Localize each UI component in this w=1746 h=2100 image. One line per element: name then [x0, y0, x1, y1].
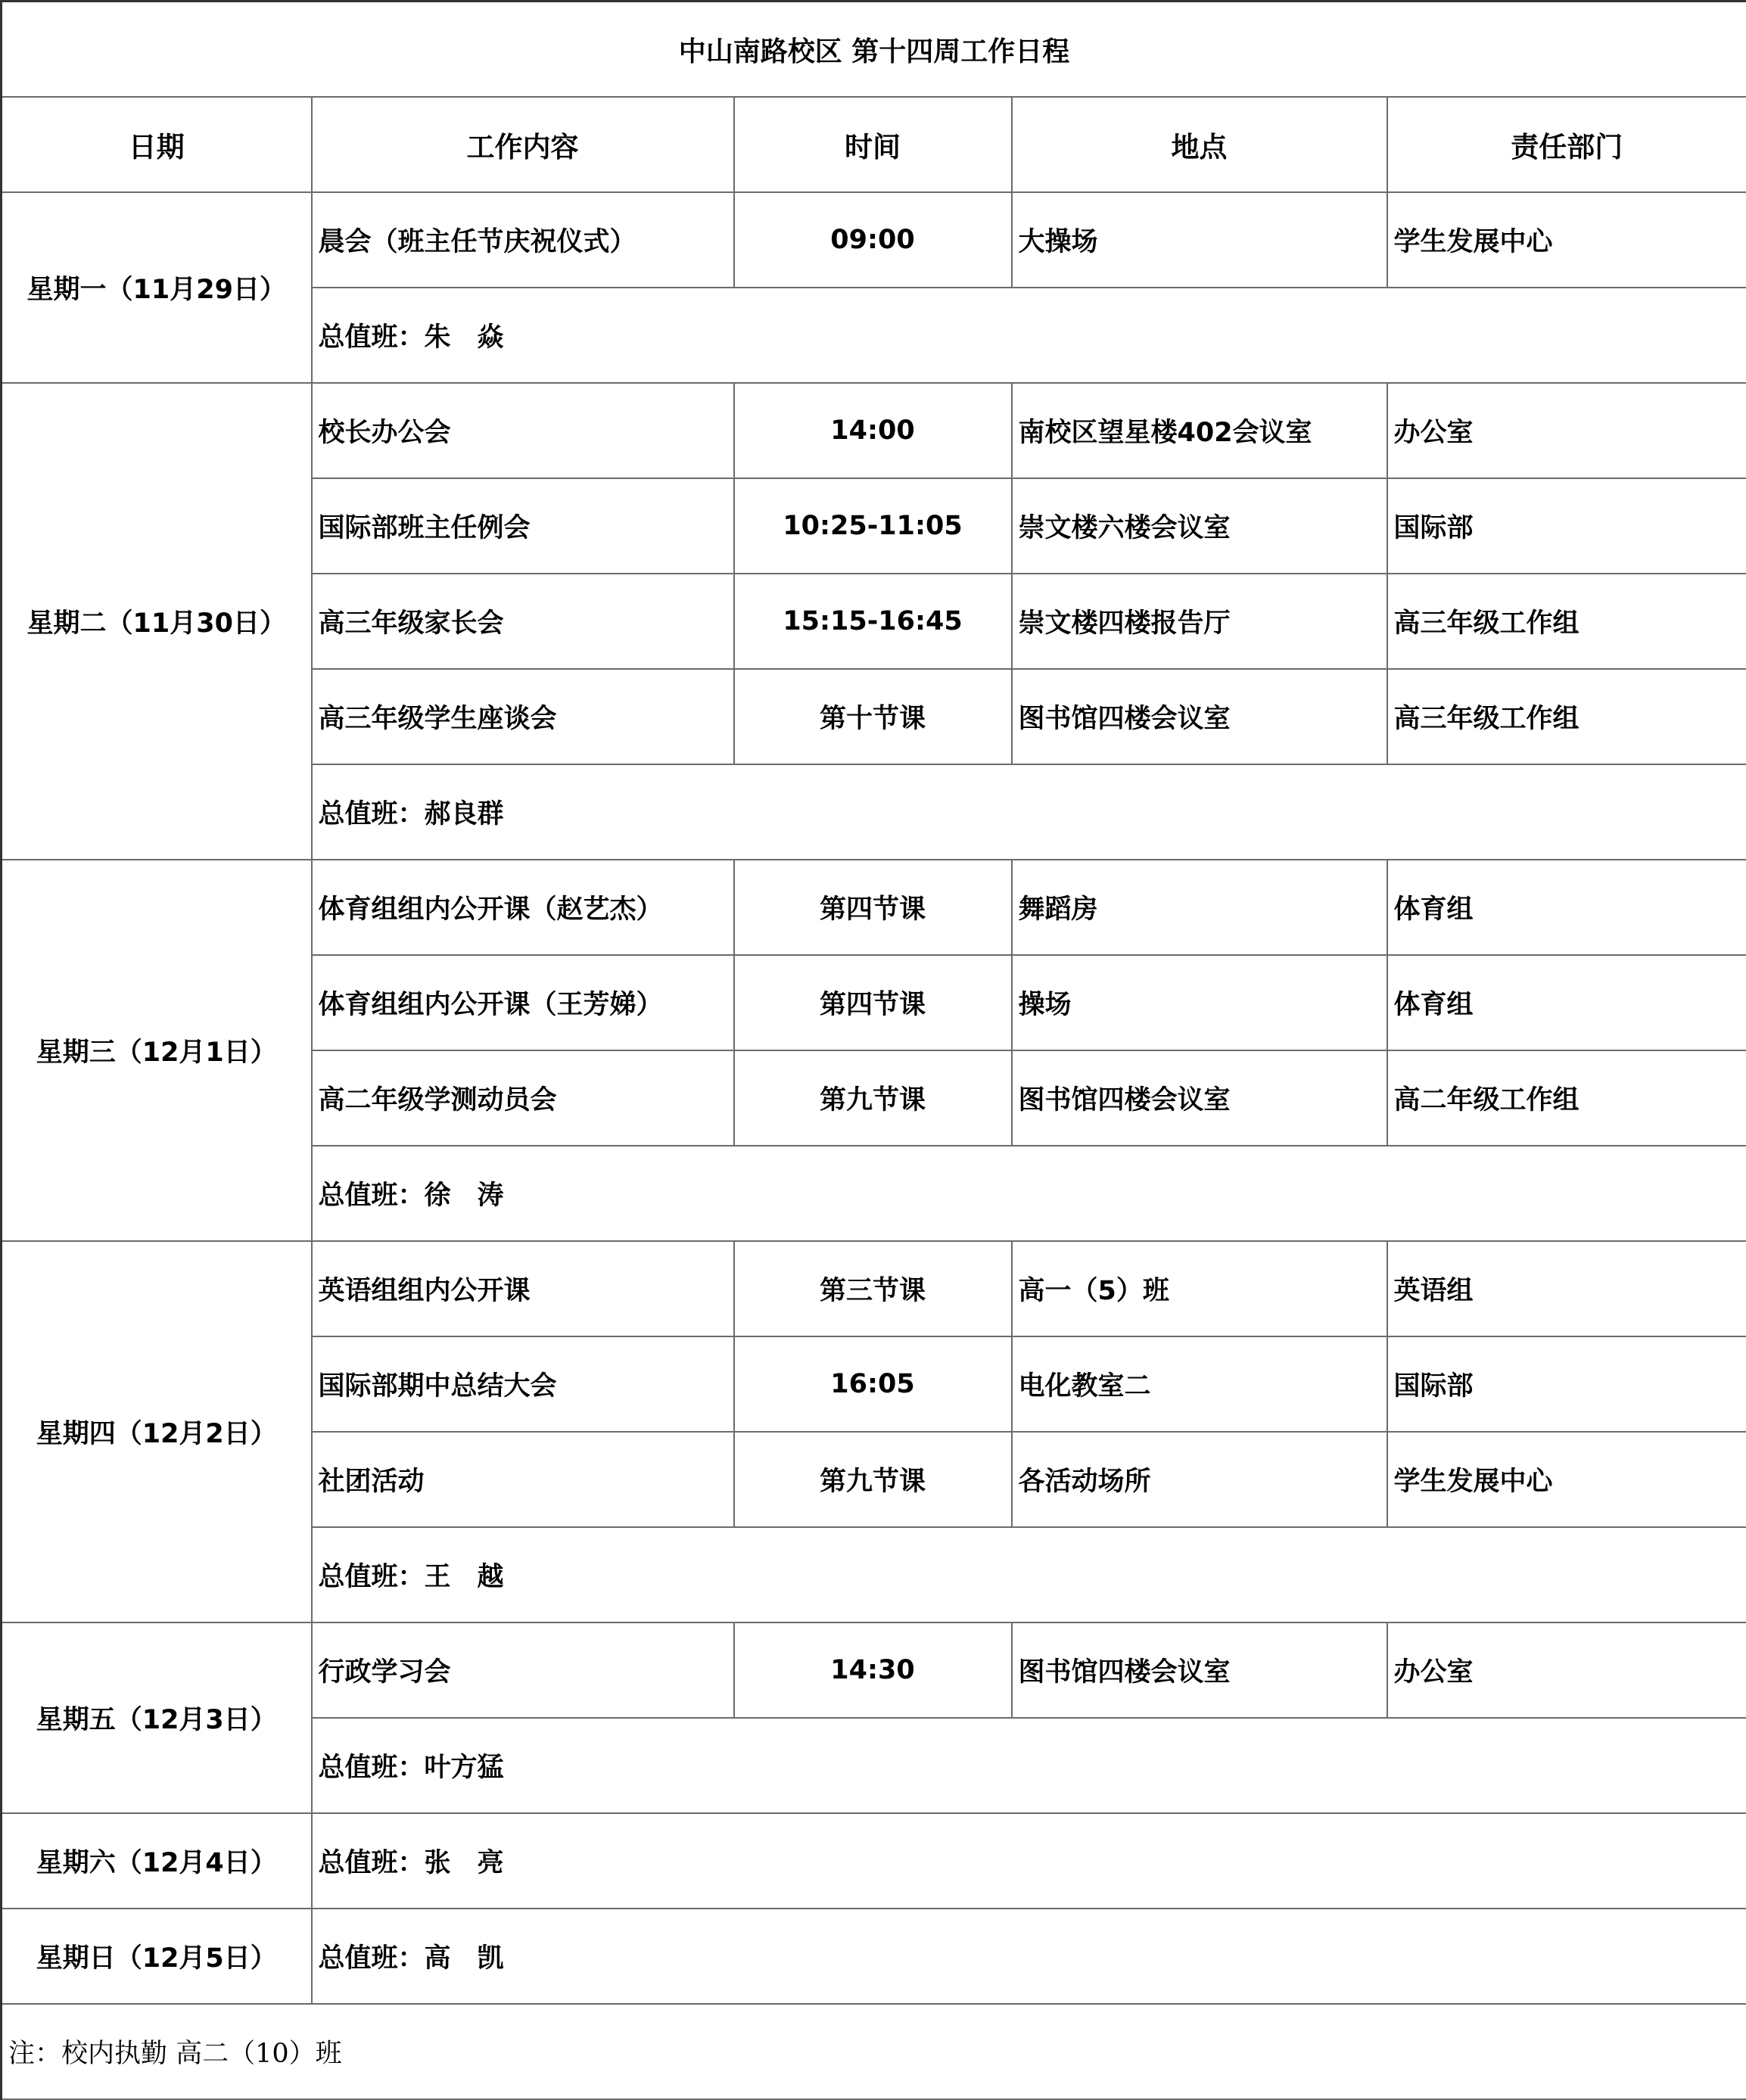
event-place: 南校区望星楼402会议室	[1012, 383, 1387, 478]
day-date: 星期六（12月4日）	[2, 1813, 312, 1909]
event-department: 体育组	[1387, 955, 1746, 1050]
event-place: 操场	[1012, 955, 1387, 1050]
duty-row	[2, 1813, 1746, 1909]
event-department: 学生发展中心	[1387, 192, 1746, 288]
event-time: 第三节课	[734, 1241, 1012, 1336]
event-department: 国际部	[1387, 478, 1746, 574]
duty-officer: 总值班：徐 涛	[312, 1146, 1746, 1241]
event-content: 英语组组内公开课	[312, 1241, 734, 1336]
event-content: 行政学习会	[312, 1622, 734, 1718]
event-department: 办公室	[1387, 383, 1746, 478]
event-time: 第九节课	[734, 1432, 1012, 1527]
duty-officer: 总值班：叶方猛	[312, 1718, 1746, 1813]
event-place: 大操场	[1012, 192, 1387, 288]
event-department: 高二年级工作组	[1387, 1050, 1746, 1146]
table-row	[2, 192, 1746, 288]
event-content: 国际部期中总结大会	[312, 1336, 734, 1432]
event-department: 高三年级工作组	[1387, 574, 1746, 669]
duty-officer: 总值班：郝良群	[312, 764, 1746, 860]
event-place: 图书馆四楼会议室	[1012, 669, 1387, 764]
duty-officer: 总值班：王 越	[312, 1527, 1746, 1622]
day-date: 星期二（11月30日）	[2, 383, 312, 860]
event-content: 高三年级学生座谈会	[312, 669, 734, 764]
event-place: 电化教室二	[1012, 1336, 1387, 1432]
table-row	[2, 383, 1746, 478]
header-time: 时间	[734, 97, 1012, 192]
event-time: 第四节课	[734, 955, 1012, 1050]
duty-row	[2, 1909, 1746, 2004]
event-time: 16:05	[734, 1336, 1012, 1432]
title-row	[2, 2, 1746, 98]
event-content: 体育组组内公开课（王芳娣）	[312, 955, 734, 1050]
event-time: 10:25-11:05	[734, 478, 1012, 574]
day-date: 星期日（12月5日）	[2, 1909, 312, 2004]
header-date: 日期	[2, 97, 312, 192]
event-place: 崇文楼六楼会议室	[1012, 478, 1387, 574]
day-date: 星期一（11月29日）	[2, 192, 312, 383]
table-row	[2, 860, 1746, 955]
page-title: 中山南路校区 第十四周工作日程	[2, 2, 1746, 98]
duty-officer: 总值班：高 凯	[312, 1909, 1746, 2004]
event-department: 体育组	[1387, 860, 1746, 955]
event-department: 国际部	[1387, 1336, 1746, 1432]
duty-officer: 总值班：朱 焱	[312, 288, 1746, 383]
event-place: 图书馆四楼会议室	[1012, 1050, 1387, 1146]
event-content: 高二年级学测动员会	[312, 1050, 734, 1146]
table-row	[2, 1241, 1746, 1336]
event-time: 14:30	[734, 1622, 1012, 1718]
header-place: 地点	[1012, 97, 1387, 192]
event-place: 崇文楼四楼报告厅	[1012, 574, 1387, 669]
event-place: 舞蹈房	[1012, 860, 1387, 955]
table-row	[2, 1622, 1746, 1718]
event-time: 14:00	[734, 383, 1012, 478]
event-department: 办公室	[1387, 1622, 1746, 1718]
event-time: 09:00	[734, 192, 1012, 288]
event-time: 第九节课	[734, 1050, 1012, 1146]
event-content: 晨会（班主任节庆祝仪式）	[312, 192, 734, 288]
event-content: 高三年级家长会	[312, 574, 734, 669]
header-content: 工作内容	[312, 97, 734, 192]
duty-officer: 总值班：张 亮	[312, 1813, 1746, 1909]
event-time: 第十节课	[734, 669, 1012, 764]
event-department: 高三年级工作组	[1387, 669, 1746, 764]
event-time: 第四节课	[734, 860, 1012, 955]
event-content: 国际部班主任例会	[312, 478, 734, 574]
event-place: 各活动场所	[1012, 1432, 1387, 1527]
header-row	[2, 97, 1746, 192]
footnote: 注：校内执勤 高二（10）班	[2, 2004, 1746, 2099]
day-date: 星期四（12月2日）	[2, 1241, 312, 1622]
event-place: 高一（5）班	[1012, 1241, 1387, 1336]
event-content: 体育组组内公开课（赵艺杰）	[312, 860, 734, 955]
event-department: 学生发展中心	[1387, 1432, 1746, 1527]
header-department: 责任部门	[1387, 97, 1746, 192]
event-content: 社团活动	[312, 1432, 734, 1527]
event-content: 校长办公会	[312, 383, 734, 478]
event-place: 图书馆四楼会议室	[1012, 1622, 1387, 1718]
day-date: 星期五（12月3日）	[2, 1622, 312, 1813]
event-department: 英语组	[1387, 1241, 1746, 1336]
event-time: 15:15-16:45	[734, 574, 1012, 669]
day-date: 星期三（12月1日）	[2, 860, 312, 1241]
note-row	[2, 2004, 1746, 2099]
